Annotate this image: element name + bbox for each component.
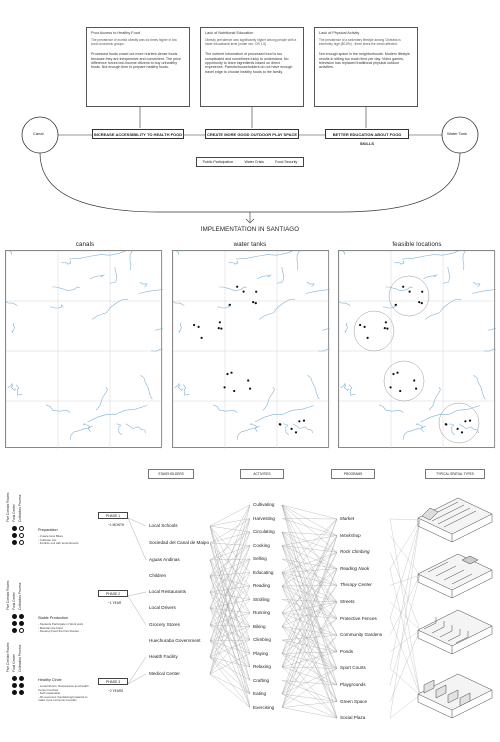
canal-line	[484, 344, 496, 351]
phase-progress-dot	[19, 628, 24, 633]
program-item: Streets	[340, 599, 355, 604]
relationship-line	[282, 559, 337, 585]
water-tank-marker	[409, 291, 411, 293]
relationship-line	[210, 576, 250, 640]
canal-line	[463, 251, 469, 270]
phase-progress-dot	[19, 614, 24, 619]
water-tank-marker	[421, 302, 423, 304]
canal-line	[96, 387, 107, 410]
relationship-line	[210, 600, 250, 609]
canal-line	[16, 385, 22, 396]
canal-line	[384, 305, 397, 308]
canal-line	[218, 305, 231, 308]
relationship-line	[210, 526, 250, 532]
activity-item: Crafting	[253, 677, 270, 683]
water-tank-marker	[421, 291, 423, 293]
feasible-area-circle	[354, 311, 394, 351]
relationship-line	[282, 569, 337, 694]
solution-health-food: INCREASE ACCESSIBILITY TO HEALTH FOOD	[92, 129, 184, 139]
canal-line	[110, 267, 117, 283]
problem-title: Lack of Nutritional Education	[205, 31, 254, 35]
relationship-line	[282, 708, 337, 719]
program-item: Therapy Center	[340, 582, 372, 588]
water-tank-marker	[255, 291, 257, 293]
relationship-line	[282, 586, 337, 652]
program-item: Workshop	[340, 532, 361, 538]
water-tank-marker	[457, 428, 459, 430]
relationship-line	[210, 641, 250, 667]
water-tank-marker	[229, 304, 231, 306]
water-tank-marker	[303, 420, 305, 422]
phase-progress-dot	[19, 621, 24, 626]
relationship-line	[128, 657, 146, 684]
canal-line	[173, 251, 179, 255]
stakeholder-item: Local Drivers	[149, 605, 176, 610]
water-tank-marker	[402, 286, 404, 288]
canal-line	[51, 305, 64, 308]
relationship-line	[282, 532, 337, 569]
canal-line	[126, 424, 146, 433]
phase-progress-dot	[12, 533, 17, 538]
relationship-line	[210, 608, 250, 627]
canal-line	[255, 406, 314, 423]
water-tank-marker	[415, 388, 417, 390]
canal-line	[213, 405, 237, 413]
relationship-line	[282, 519, 337, 654]
phase-axis-label: Cultivation Process	[18, 582, 22, 610]
relationship-line	[128, 596, 146, 625]
canal-line	[139, 286, 163, 293]
spatial-type-4	[418, 674, 492, 718]
activity-item: Strolling	[253, 596, 270, 602]
water-tank-marker	[236, 286, 238, 288]
canal-line	[345, 323, 348, 333]
problem-box-healthy-food	[86, 27, 190, 107]
activity-item: Biking	[253, 623, 266, 629]
canal-line	[318, 344, 330, 351]
water-tank-marker	[243, 291, 245, 293]
relationship-line	[210, 505, 250, 608]
theme-public-participation: Public Participation	[202, 160, 234, 164]
program-item: Reading Nook	[340, 565, 370, 571]
water-tank-marker	[291, 428, 293, 430]
relationship-line	[210, 543, 250, 681]
stakeholder-item: Local Restaurants	[149, 589, 187, 594]
canal-line	[429, 387, 440, 410]
water-tank-marker	[218, 327, 220, 329]
phase-progress-dot	[12, 621, 17, 626]
program-item: Community Gardens	[340, 632, 383, 638]
canal-line	[307, 282, 314, 286]
problem-stat: The prevalence of morbid obesity was six times higher in low socio-economic groups.	[91, 38, 177, 47]
canal-line	[173, 288, 184, 306]
water-tank-marker	[418, 301, 420, 303]
phase-progress-dot	[19, 690, 24, 695]
stakeholder-item: Children	[149, 573, 167, 578]
canal-line	[257, 275, 271, 280]
canal-line	[341, 383, 349, 390]
feasible-area-circle	[389, 276, 429, 316]
phase-label: PHASE 3	[98, 678, 128, 685]
canal-line	[237, 426, 260, 440]
water-tank-marker	[224, 386, 226, 388]
canal-line	[339, 288, 350, 306]
phase-progress-dot	[19, 533, 24, 538]
relationship-line	[282, 667, 337, 668]
phase-axis-label: Five Corridor Routes	[6, 492, 10, 522]
relationship-line	[282, 654, 337, 669]
phase-stage-label: Preparation	[38, 528, 58, 532]
canal-line	[263, 387, 274, 410]
column-header-stakeholders: STAKEHOLDERS	[148, 469, 194, 479]
canal-line	[472, 286, 496, 293]
water-tank-marker	[255, 302, 257, 304]
program-item: Protective Fences	[340, 615, 377, 621]
activity-item: Reading	[253, 583, 271, 588]
problem-stat: Obesity prevalence was significantly higher among people with a lower educational level (under sec. OR 1.5).	[205, 38, 297, 47]
relationship-line	[210, 657, 250, 694]
theme-water-crisis: Water Crisis	[244, 160, 264, 164]
activity-item: Eating	[253, 691, 267, 696]
program-item: Rock Climbing	[340, 549, 370, 555]
water-tank-marker	[220, 328, 222, 330]
phase-axis-label: Five Corridor Routes	[6, 580, 10, 610]
phase-axis-label: Food Center	[12, 504, 16, 522]
problem-box-nutritional-education	[200, 27, 304, 107]
water-tank-marker	[396, 372, 398, 374]
canals-network	[6, 251, 163, 449]
stakeholder-item: Aguas Andinas	[149, 557, 180, 562]
water-tank-marker	[230, 372, 232, 374]
problem-box-physical-activity	[314, 27, 418, 107]
water-tank-marker	[385, 321, 387, 323]
canal-line	[183, 385, 189, 396]
relationship-line	[282, 667, 337, 718]
relationship-line	[282, 573, 337, 719]
relationship-line	[282, 681, 337, 702]
phase-progress-dot	[12, 690, 17, 695]
phase-progress-dot	[19, 526, 24, 531]
phase-axis-label: Food Center	[12, 654, 16, 672]
feasible-locations-network	[339, 251, 496, 449]
program-item: Playgrounds	[340, 682, 366, 687]
water-tank-marker	[252, 301, 254, 303]
water-tank-marker	[193, 324, 195, 326]
activity-item: Cooking	[253, 542, 270, 548]
phase-progress-dot	[12, 683, 17, 688]
problem-body: The nutrient information of processed food is too complicated and sometimes tricky to understand. No opportunity to learn ingredients based on direct experience. Parents/householders do not have enough travel edge to choose healthy foods to the family.	[205, 52, 293, 74]
phase-progress-dot	[19, 683, 24, 688]
canal-line	[219, 287, 247, 291]
canal-line	[306, 286, 330, 293]
activity-item: Playing	[253, 650, 269, 656]
canal-line	[229, 261, 238, 264]
phase-notes: - Local Drivers, Restaurants and Health Center Involved - Self sustainable - All resources (fundraising)/material to make more economic benefits	[38, 684, 89, 702]
activity-item: Cultivating	[253, 502, 275, 507]
stakeholder-item: Local Schools	[149, 523, 178, 528]
stakeholder-item: Grocery Stores	[149, 622, 180, 627]
water-tank-node: Water Tank	[447, 131, 468, 136]
canal-line	[90, 275, 104, 280]
canal-line	[70, 426, 93, 440]
canal-line	[52, 287, 80, 291]
canal-line	[141, 375, 153, 399]
program-item: Sport Courts	[340, 665, 366, 671]
phase-label: PHASE 2	[98, 590, 128, 597]
canal-line	[379, 405, 403, 413]
stakeholder-item: Health Facility	[149, 654, 178, 659]
canal-line	[277, 267, 284, 283]
canal-line	[284, 424, 289, 435]
phase-progress-dot	[12, 526, 17, 531]
column-header-programs: PROGRAMS	[331, 469, 375, 479]
relationship-line	[282, 546, 337, 603]
map-canals	[5, 250, 162, 448]
canal-line	[69, 251, 127, 259]
phase-stage-label: Stable Production	[38, 616, 68, 620]
relationship-line	[128, 592, 146, 596]
canal-line	[175, 383, 183, 390]
activity-item: Educating	[253, 569, 274, 575]
relationship-line	[282, 694, 337, 702]
activity-item: Climbing	[253, 637, 271, 642]
canal-line	[450, 424, 455, 435]
canal-line	[385, 287, 413, 291]
problem-body: Processed foods crowd out more nutrient-dense foods because they are inexpensive and convenient. The price difference forces low-income citizens to buy unhealthy foods. Not enough time to prepare healthy foods.	[91, 52, 181, 70]
canal-line	[151, 344, 163, 351]
phase-axis-label: Cultivation Process	[18, 494, 22, 522]
water-tank-marker	[413, 379, 415, 381]
relationship-line	[210, 532, 250, 641]
feasible-area-circle	[439, 403, 479, 443]
canal-line	[117, 424, 122, 435]
canal-line	[297, 251, 303, 270]
solution-food-skills: BETTER EDUCATION ABOUT FOOD SKILLS	[325, 129, 409, 139]
activity-item: Selling	[253, 556, 267, 561]
program-item: Market	[340, 516, 355, 521]
activity-item: Exercising	[253, 704, 275, 710]
canal-line	[339, 251, 345, 255]
map-title-water-tanks: water tanks	[233, 241, 267, 248]
relationship-line	[128, 518, 146, 560]
solution-play-space: CREATE MORE GOOD OUTDOOR PLAY SPACE	[205, 129, 299, 139]
relationship-line	[210, 526, 250, 600]
relationship-line	[128, 674, 146, 684]
problem-title: Poor Access to Healthy Food	[91, 31, 140, 35]
phase-progress-dot	[12, 614, 17, 619]
program-item: Ponds	[340, 648, 354, 654]
phase-duration: ~2 YEARS	[108, 689, 124, 693]
relationship-line	[282, 519, 337, 667]
relationship-line	[210, 519, 250, 626]
canal-line	[423, 275, 437, 280]
relationship-line	[210, 532, 250, 560]
phase-duration: ~1 YEAR	[108, 601, 122, 605]
spatial-type-2	[418, 554, 492, 598]
canal-line	[140, 282, 147, 286]
water-tank-marker	[279, 423, 281, 425]
problem-body: Not enough space in the neighborhoods. Modern lifestyle results in sitting too much time per day. Video games, television has replaced traditional physical outdoor activities.	[319, 52, 410, 70]
column-header-spatial-types: TYPICAL SPATIAL TYPES	[425, 469, 485, 479]
canal-line	[403, 426, 426, 440]
problem-title: Lack of Physical Activity	[319, 31, 360, 35]
relationship-line	[282, 627, 337, 636]
implementation-title: IMPLEMENTATION IN SANTIAGO	[200, 226, 300, 233]
activity-item: Running	[253, 610, 271, 615]
phase-axis-label: Food Center	[12, 592, 16, 610]
water-tank-marker	[233, 390, 235, 392]
water-tank-marker	[295, 431, 297, 433]
relationship-line	[210, 559, 250, 576]
relationship-line	[210, 641, 250, 694]
water-tank-marker	[219, 321, 221, 323]
relationship-line	[210, 625, 250, 654]
relationship-line	[282, 505, 337, 685]
phase-progress-dot	[12, 628, 17, 633]
relationship-line	[282, 505, 337, 536]
program-item: Social Plaza	[340, 715, 366, 721]
relationship-line	[282, 619, 337, 667]
relationship-line	[282, 694, 337, 718]
relationship-line	[210, 657, 250, 667]
canal-line	[395, 261, 404, 264]
canal-line	[443, 267, 450, 283]
relationship-line	[210, 625, 250, 681]
canal-line	[473, 282, 480, 286]
canal-line	[6, 288, 17, 306]
relationship-line	[210, 640, 250, 657]
canal-line	[402, 251, 460, 259]
themes-bar	[196, 157, 304, 167]
phase-axis-label: Five Corridor Routes	[6, 642, 10, 672]
relationship-line	[210, 560, 250, 694]
activity-item: Relaxing	[253, 664, 271, 669]
phase-axis-label: Cultivation Process	[18, 644, 22, 672]
water-tank-marker	[298, 420, 300, 422]
canal-line	[62, 261, 71, 264]
water-tank-marker	[445, 423, 447, 425]
canal-line	[179, 323, 182, 333]
map-water-tanks	[172, 250, 329, 448]
water-tank-marker	[198, 326, 200, 328]
phase-progress-dot	[19, 676, 24, 681]
relationship-line	[282, 573, 337, 652]
water-tank-marker	[226, 373, 228, 375]
activity-item: Circulating	[253, 529, 275, 534]
phase-duration: ~1 MONTH	[108, 523, 125, 527]
canal-line	[6, 251, 12, 255]
phase-stage-label: Healthy Circle	[38, 678, 62, 682]
canal-line	[349, 385, 355, 396]
phase-notes: - Create How Bikes - Cultivate site - Fertilize soil with amendments	[38, 534, 79, 545]
canal-line	[421, 406, 480, 423]
relationship-line	[210, 625, 250, 627]
stakeholder-item: Sociedad del Canal de Maipo	[149, 540, 210, 545]
problem-stat: The prevalence of a sedentary lifestyle among Chileans is extremely high (80.6%) - three times the mean affected.	[319, 38, 401, 47]
canal-line	[8, 383, 16, 390]
relationship-line	[282, 627, 337, 669]
phase-notes: - Students Participate in Work work - Maintain the Field - Develop Food the Five Routes	[38, 622, 84, 633]
phase-label: PHASE 1	[98, 512, 128, 519]
spatial-type-3	[418, 610, 492, 654]
water-tank-marker	[392, 373, 394, 375]
column-header-activities: ACTIVITIES	[240, 469, 284, 479]
water-tank-marker	[464, 420, 466, 422]
map-title-canals: canals	[75, 241, 95, 248]
theme-food-security: Food Security	[275, 160, 298, 164]
water-tank-marker	[367, 337, 369, 339]
program-item: Green Space	[340, 698, 368, 704]
phase-progress-dot	[12, 540, 17, 545]
canal-line	[308, 375, 320, 399]
relationship-line	[282, 532, 337, 602]
stakeholder-item: Medical Center	[149, 671, 180, 676]
canal-line	[12, 323, 15, 333]
map-title-feasible-locations: feasible locations	[392, 241, 442, 248]
canal-line	[130, 251, 136, 270]
map-feasible-locations	[338, 250, 495, 448]
water-tank-marker	[399, 390, 401, 392]
water-tank-marker	[384, 327, 386, 329]
water-tank-marker	[461, 431, 463, 433]
water-tanks-network	[173, 251, 330, 449]
water-tank-marker	[469, 420, 471, 422]
spatial-type-1	[418, 498, 492, 542]
water-tank-marker	[395, 304, 397, 306]
water-tank-marker	[249, 388, 251, 390]
water-tank-marker	[247, 379, 249, 381]
water-tank-marker	[201, 337, 203, 339]
canal-line	[236, 251, 294, 259]
relationship-line	[282, 702, 337, 708]
spatial-types-illustrations	[412, 490, 498, 740]
canal-line	[88, 406, 147, 423]
stakeholder-item: Huechuraba Government	[149, 638, 201, 643]
relationship-line	[282, 668, 337, 707]
canal-line	[474, 375, 486, 399]
relationship-line	[210, 586, 250, 674]
relationship-line	[282, 519, 337, 520]
canal-line	[46, 405, 70, 413]
water-tank-marker	[390, 386, 392, 388]
phase-progress-dot	[19, 540, 24, 545]
relationship-line	[282, 546, 337, 702]
phase-progress-dot	[12, 676, 17, 681]
feasible-area-circle	[384, 361, 424, 401]
water-tank-marker	[364, 326, 366, 328]
water-tank-marker	[386, 328, 388, 330]
canal-node: Canal	[33, 131, 44, 136]
activity-item: Harvesting	[253, 515, 275, 521]
water-tank-marker	[359, 324, 361, 326]
